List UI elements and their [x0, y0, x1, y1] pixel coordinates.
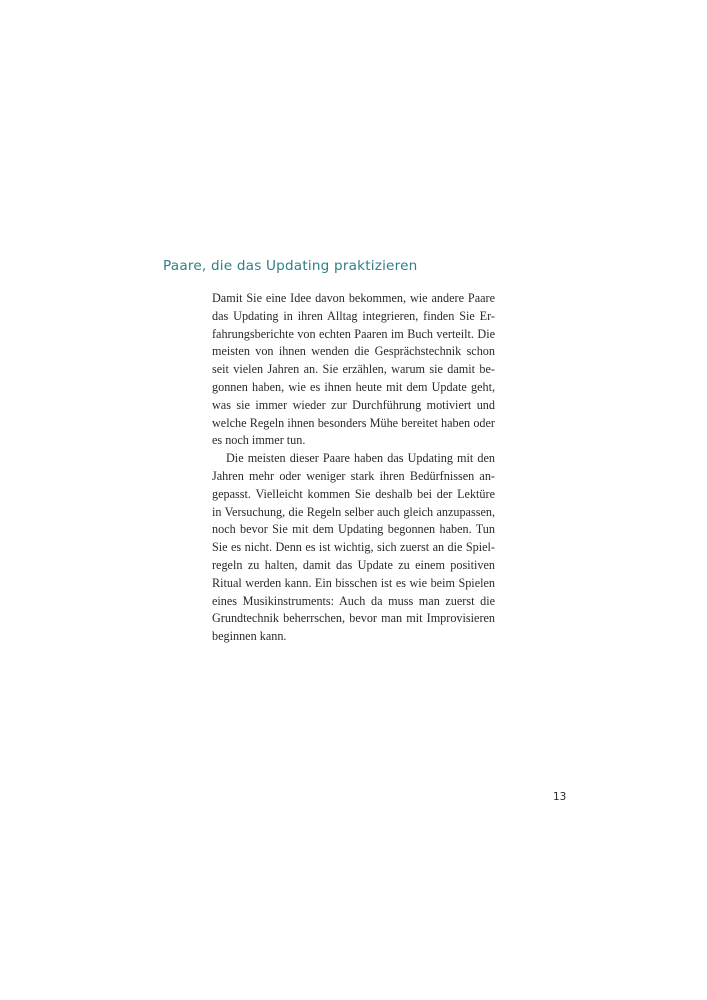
text-line: regeln zu halten, damit das Update zu einem positiven [212, 557, 495, 572]
text-line: Ritual werden kann. Ein bisschen ist es wie beim Spielen [212, 575, 495, 590]
text-line: gepasst. Vielleicht kommen Sie deshalb bei der Lektüre [212, 486, 495, 501]
body-text [212, 290, 495, 646]
paragraph-2 [212, 450, 495, 646]
text-line: fahrungsberichte von echten Paaren im Buch verteilt. Die [212, 326, 495, 341]
text-line: Jahren mehr oder weniger stark ihren Bedürfnissen an- [212, 468, 495, 483]
text-line: beginnen kann. [212, 629, 287, 644]
text-line: gonnen haben, wie es ihnen heute mit dem Update geht, [212, 379, 495, 394]
page-number: 13 [553, 791, 567, 803]
text-line: Grundtechnik beherrschen, bevor man mit Improvisieren [212, 611, 495, 626]
text-line: welche Regeln ihnen besonders Mühe bereitet haben oder [212, 415, 495, 430]
text-line: Die meisten dieser Paare haben das Updating mit den [226, 451, 495, 466]
text-line: das Updating in ihren Alltag integrieren, finden Sie Er- [212, 308, 495, 323]
text-line: in Versuchung, die Regeln selber auch gleich anzupassen, [212, 504, 495, 519]
text-line: meisten von ihnen wenden die Gesprächstechnik schon [212, 344, 495, 359]
text-line: es noch immer tun. [212, 433, 306, 448]
section-heading: Paare, die das Updating praktizieren [163, 258, 418, 274]
text-line: seit vielen Jahren an. Sie erzählen, warum sie damit be- [212, 362, 495, 377]
text-line: was sie immer wieder zur Durchführung motiviert und [212, 397, 495, 412]
text-line: Damit Sie eine Idee davon bekommen, wie andere Paare [212, 291, 495, 305]
text-line: Sie es nicht. Denn es ist wichtig, sich zuerst an die Spiel- [212, 540, 495, 555]
text-line: eines Musikinstruments: Auch da muss man zuerst die [212, 593, 495, 608]
paragraph-1 [212, 290, 495, 450]
text-line: noch bevor Sie mit dem Updating begonnen haben. Tun [212, 522, 495, 537]
